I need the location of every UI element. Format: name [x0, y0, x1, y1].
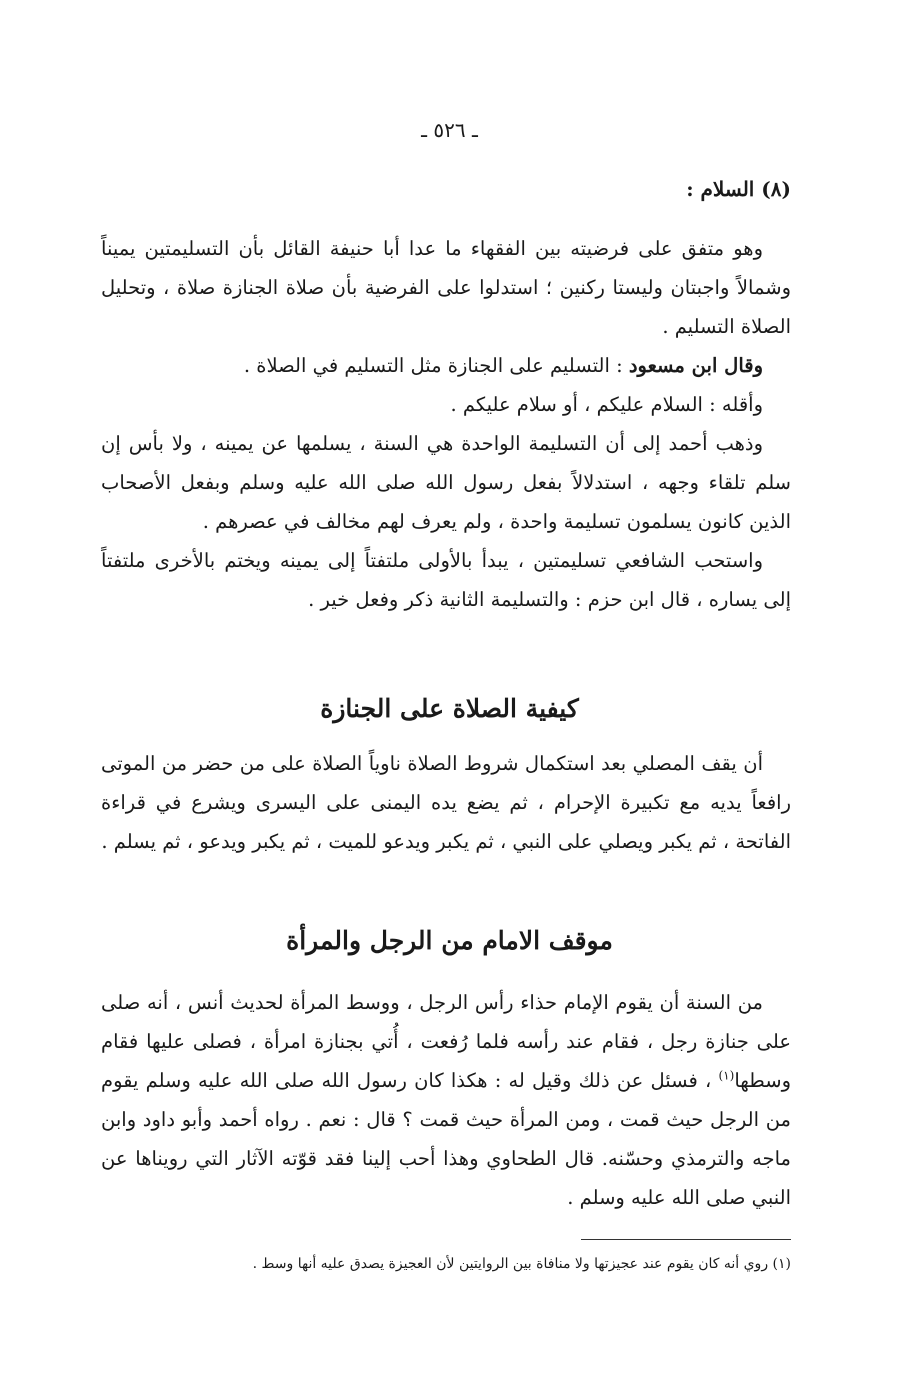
paragraph: وهو متفق على فرضيته بين الفقهاء ما عدا أبا حنيفة القائل بأن التسليمتين يميناً وشمالاً واجبتان وليستا ركنين ؛ استدلوا على الفرضية بأن صلاة الجنازة صلاة ، وتحليل الصلاة التسليم . — [101, 237, 791, 338]
paragraph — [101, 346, 791, 385]
paragraph-text: ، فسئل عن ذلك وقيل له : هكذا كان رسول الله صلى الله عليه وسلم يقوم من الرجل حيث قمت ، ومن المرأة حيث قمت ؟ قال : نعم . رواه أحمد وأبو داود وابن ماجه والترمذي وحسّنه. قال الطحاوي وهذا أحب إلينا فقد قوّته الآثار التي رويناها عن النبي صلى الله عليه وسلم . — [101, 1069, 791, 1209]
paragraph — [101, 983, 791, 1217]
paragraph: واستحب الشافعي تسليمتين ، يبدأ بالأولى ملتفتاً إلى يمينه ويختم بالأخرى ملتفتاً إلى يساره ، قال ابن حزم : والتسليمة الثانية ذكر وفعل خير . — [101, 549, 791, 611]
paragraph: وأقله : السلام عليكم ، أو سلام عليكم . — [450, 393, 763, 416]
section-heading-salam: (٨) السلام : — [686, 177, 791, 201]
paragraph-text: من السنة أن يقوم الإمام حذاء رأس الرجل ، ووسط المرأة لحديث أنس ، أنه صلى على جنازة رجل ، فقام عند رأسه فلما رُفعت ، أُتي بجنازة امرأة ، فصلى عليها فقام وسطها — [101, 991, 791, 1092]
footnote: (١) روي أنه كان يقوم عند عجيزتها ولا منافاة بين الروايتين لأن العجيزة يصدق عليه أنها وسط . — [252, 1256, 791, 1272]
paragraph-text: : التسليم على الجنازة مثل التسليم في الصلاة . — [243, 354, 629, 377]
lead-phrase: وقال ابن مسعود — [628, 354, 763, 377]
paragraph: أن يقف المصلي بعد استكمال شروط الصلاة ناوياً الصلاة على من حضر من الموتى رافعاً يديه مع تكبيرة الإحرام ، ثم يضع يده اليمنى على اليسرى ويشرع في قراءة الفاتحة ، ثم يكبر ويصلي على النبي ، ثم يكبر ويدعو للميت ، ثم يكبر ويدعو ، ثم يسلم . — [101, 752, 791, 853]
salam-section — [101, 170, 791, 619]
howto-section — [101, 744, 791, 861]
paragraph: وذهب أحمد إلى أن التسليمة الواحدة هي السنة ، يسلمها عن يمينه ، ولا بأس إن سلم تلقاء وجهه ، استدلالاً بفعل رسول الله صلى الله عليه وسلم وبفعل الأصحاب الذين كانون يسلمون تسليمة واحدة ، ولم يعرف لهم مخالف في عصرهم . — [101, 432, 791, 533]
section-heading-howto: كيفية الصلاة على الجنازة — [320, 694, 579, 723]
imam-section — [101, 983, 791, 1217]
page-number: ـ ٥٢٦ ـ — [421, 118, 478, 142]
section-heading-imam: موقف الامام من الرجل والمرأة — [286, 926, 613, 955]
footnote-reference[interactable]: (١) — [718, 1068, 735, 1083]
footnote-divider — [581, 1239, 791, 1240]
